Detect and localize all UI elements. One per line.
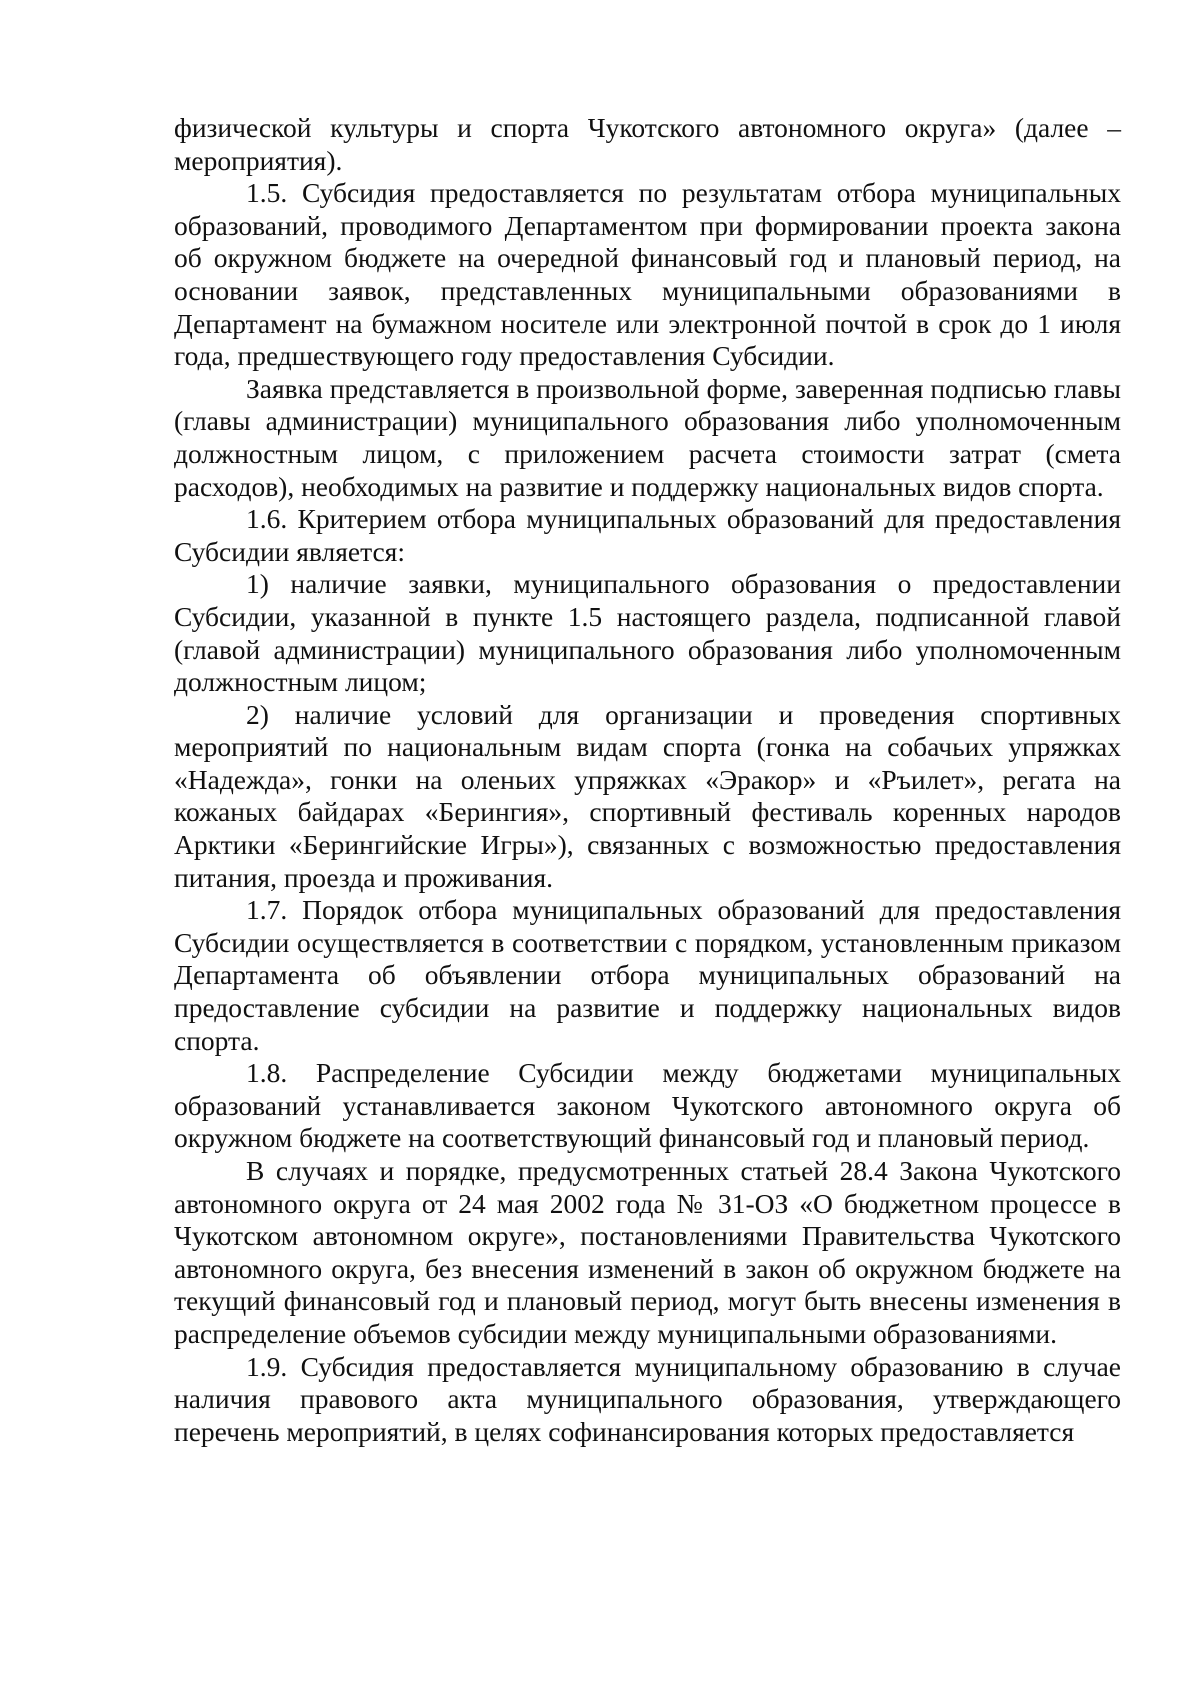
paragraph-continuation: физической культуры и спорта Чукотского автономного округа» (далее – мероприятия). — [174, 112, 1121, 176]
paragraph-application-form: Заявка представляется в произвольной форме, заверенная подписью главы (главы администрации) муниципального образования либо уполномоченным должностным лицом, с приложением расчета стоимости затрат (смета расходов), необходимых на развитие и поддержку национальных видов спорта. — [174, 372, 1121, 502]
paragraph-1-8: 1.8. Распределение Субсидии между бюджетами муниципальных образований устанавливается законом Чукотского автономного округа об окружном бюджете на соответствующий финансовый год и плановый период. — [174, 1057, 1121, 1154]
document-page — [174, 112, 1121, 1448]
paragraph-1-9: 1.9. Субсидия предоставляется муниципальному образованию в случае наличия правового акта муниципального образования, утверждающего перечень мероприятий, в целях софинансирования которых предоставляется — [174, 1350, 1121, 1447]
paragraph-1-7: 1.7. Порядок отбора муниципальных образований для предоставления Субсидии осуществляется в соответствии с порядком, установленным приказом Департамента об объявлении отбора муниципальных образований на предоставление субсидии на развитие и поддержку национальных видов спорта. — [174, 894, 1121, 1056]
paragraph-1-5: 1.5. Субсидия предоставляется по результатам отбора муниципальных образований, проводимого Департаментом при формировании проекта закона об окружном бюджете на очередной финансовый год и плановый период, на основании заявок, представленных муниципальными образованиями в Департамент на бумажном носителе или электронной почтой в срок до 1 июля года, предшествующего году предоставления Субсидии. — [174, 177, 1121, 372]
paragraph-criterion-1: 1) наличие заявки, муниципального образования о предоставлении Субсидии, указанной в пункте 1.5 настоящего раздела, подписанной главой (главой администрации) муниципального образования либо уполномоченным должностным лицом; — [174, 568, 1121, 698]
paragraph-criterion-2: 2) наличие условий для организации и проведения спортивных мероприятий по национальным видам спорта (гонка на собачьих упряжках «Надежда», гонки на оленьих упряжках «Эракор» и «Ръилет», регата на кожаных байдарах «Берингия», спортивный фестиваль коренных народов Арктики «Берингийские Игры»), связанных с возможностью предоставления питания, проезда и проживания. — [174, 698, 1121, 893]
paragraph-1-6: 1.6. Критерием отбора муниципальных образований для предоставления Субсидии является: — [174, 503, 1121, 567]
paragraph-redistribution: В случаях и порядке, предусмотренных статьей 28.4 Закона Чукотского автономного округа от 24 мая 2002 года № 31-ОЗ «О бюджетном процессе в Чукотском автономном округе», постановлениями Правительства Чукотского автономного округа, без внесения изменений в закон об окружном бюджете на текущий финансовый год и плановый период, могут быть внесены изменения в распределение объемов субсидии между муниципальными образованиями. — [174, 1155, 1121, 1349]
